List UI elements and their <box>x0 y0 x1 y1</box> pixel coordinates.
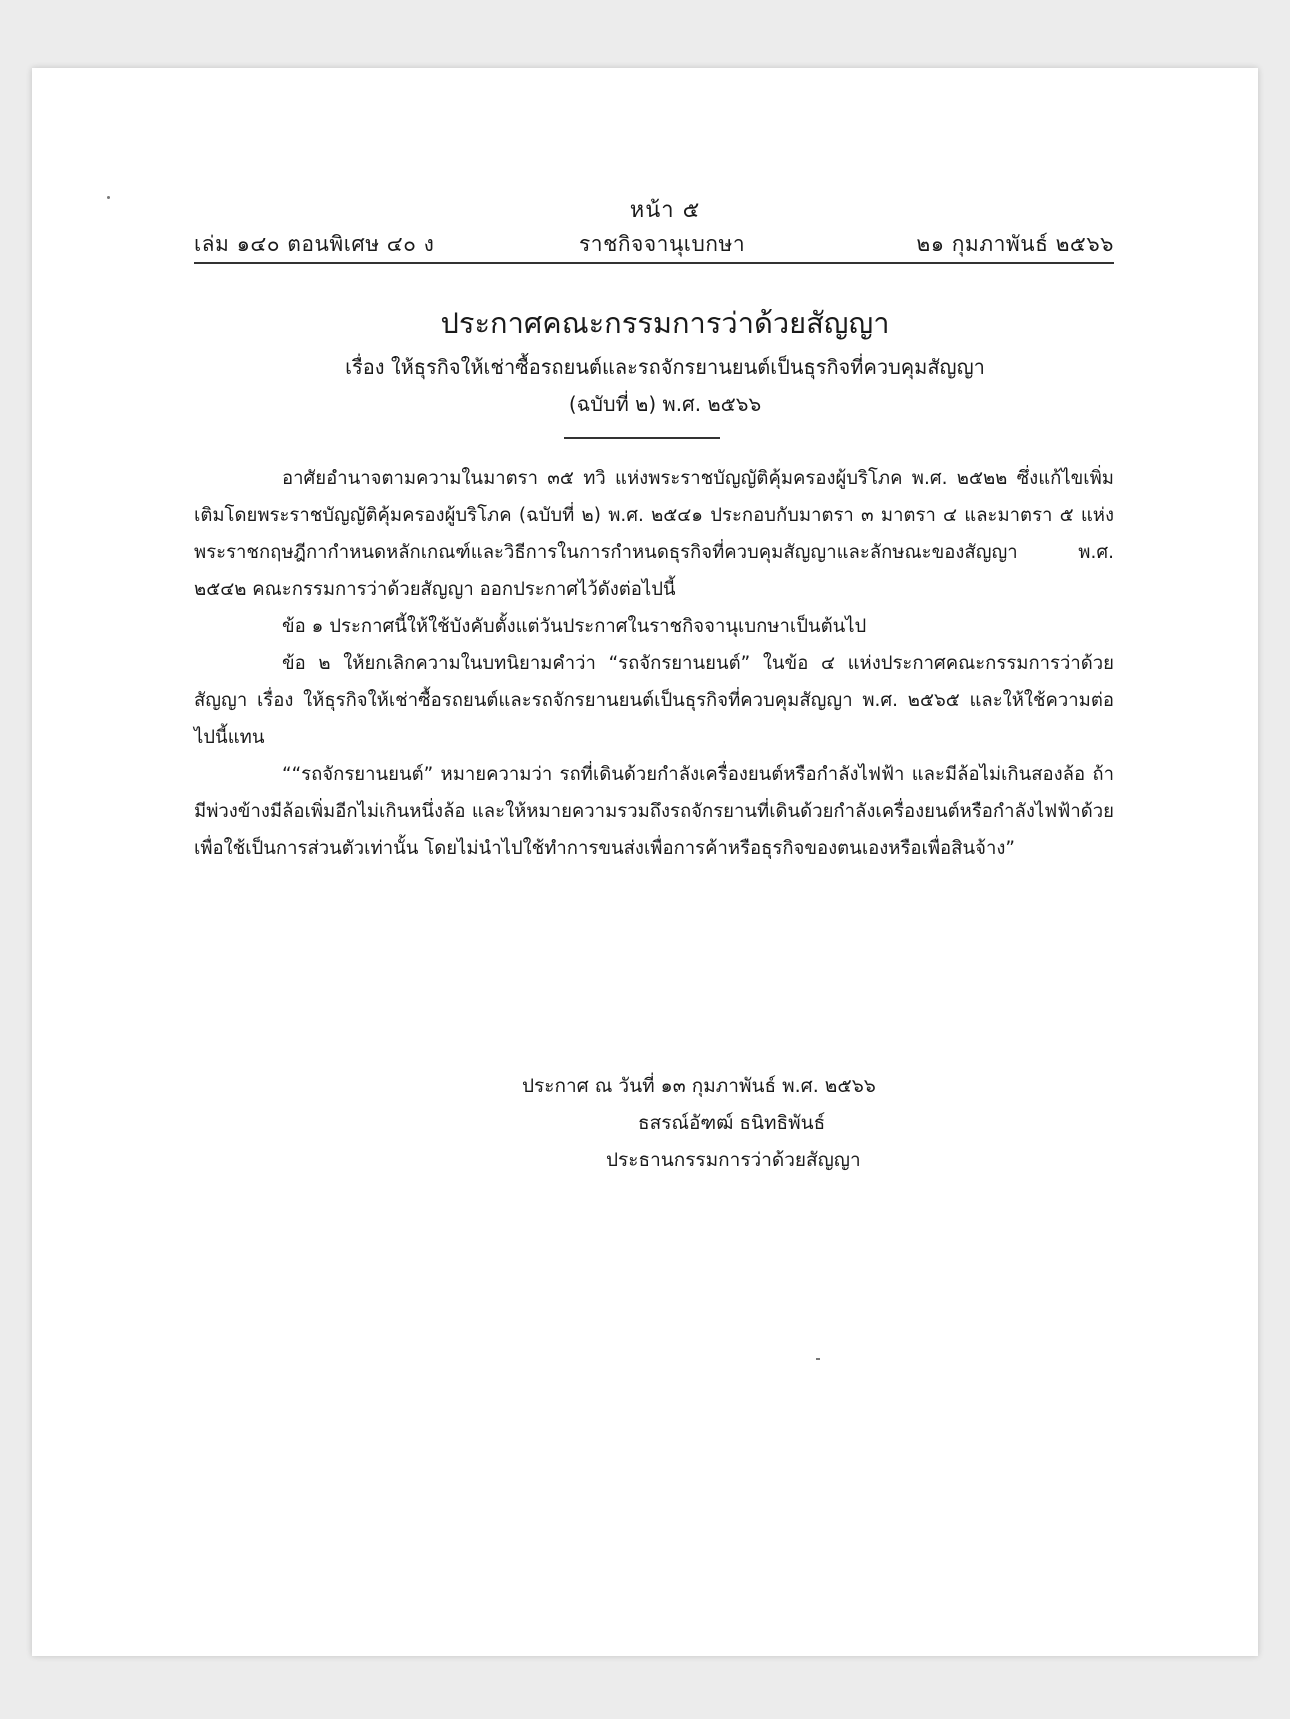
document-page <box>32 68 1258 1656</box>
definition-paragraph: ““รถจักรยานยนต์” หมายความว่า รถที่เดินด้วยกำลังเครื่องยนต์หรือกำลังไฟฟ้า และมีล้อไม่เกินสองล้อ ถ้ามีพ่วงข้างมีล้อเพิ่มอีกไม่เกินหนึ่งล้อ และให้หมายความรวมถึงรถจักรยานที่เดินด้วยกำลังเครื่องยนต์หรือกำลังไฟฟ้าด้วย เพื่อใช้เป็นการส่วนตัวเท่านั้น โดยไม่นำไปใช้ทำการขนส่งเพื่อการค้าหรือธุรกิจของตนเองหรือเพื่อสินจ้าง” <box>194 764 1114 859</box>
volume-issue: เล่ม ๑๔๐ ตอนพิเศษ ๔๐ ง <box>194 232 435 256</box>
clause-1: ข้อ ๑ ประกาศนี้ให้ใช้บังคับตั้งแต่วันประกาศในราชกิจจานุเบกษาเป็นต้นไป <box>282 616 867 637</box>
page-number: หน้า ๕ <box>629 198 701 223</box>
title-divider <box>564 437 720 439</box>
gazette-name: ราชกิจจานุเบกษา <box>579 232 746 256</box>
announcement-title: ประกาศคณะกรรมการว่าด้วยสัญญา <box>440 306 890 340</box>
clause-2: ข้อ ๒ ให้ยกเลิกความในบทนิยามคำว่า “รถจักรยานยนต์” ในข้อ ๔ แห่งประกาศคณะกรรมการว่าด้วยสัญญา เรื่อง ให้ธุรกิจให้เช่าซื้อรถยนต์และรถจักรยานยนต์เป็นธุรกิจที่ควบคุมสัญญา พ.ศ. ๒๕๖๕ และให้ใช้ความต่อไปนี้แทน <box>194 653 1114 748</box>
announcement-edition: (ฉบับที่ ๒) พ.ศ. ๒๕๖๖ <box>568 392 762 416</box>
signature-date: ประกาศ ณ วันที่ ๑๓ กุมภาพันธ์ พ.ศ. ๒๕๖๖ <box>522 1075 876 1097</box>
announcement-body <box>194 460 1114 867</box>
signatory-position: ประธานกรรมการว่าด้วยสัญญา <box>606 1149 861 1171</box>
gazette-header <box>194 228 1114 264</box>
preamble-paragraph: อาศัยอำนาจตามความในมาตรา ๓๕ ทวิ แห่งพระราชบัญญัติคุ้มครองผู้บริโภค พ.ศ. ๒๕๒๒ ซึ่งแก้ไขเพิ่มเติมโดยพระราชบัญญัติคุ้มครองผู้บริโภค (ฉบับที่ ๒) พ.ศ. ๒๕๔๑ ประกอบกับมาตรา ๓ มาตรา ๔ และมาตรา ๕ แห่งพระราชกฤษฎีกากำหนดหลักเกณฑ์และวิธีการในการกำหนดธุรกิจที่ควบคุมสัญญาและลักษณะของสัญญา พ.ศ. ๒๕๔๒ คณะกรรมการว่าด้วยสัญญา ออกประกาศไว้ดังต่อไปนี้ <box>194 468 1114 600</box>
scan-speck <box>107 196 110 199</box>
scan-speck <box>816 1358 820 1360</box>
gazette-date: ๒๑ กุมภาพันธ์ ๒๕๖๖ <box>916 232 1114 256</box>
announcement-subject: เรื่อง ให้ธุรกิจให้เช่าซื้อรถยนต์และรถจักรยานยนต์เป็นธุรกิจที่ควบคุมสัญญา <box>345 355 985 379</box>
signatory-name: ธสรณ์อัฑฒ์ ธนิทธิพันธ์ <box>638 1112 826 1134</box>
